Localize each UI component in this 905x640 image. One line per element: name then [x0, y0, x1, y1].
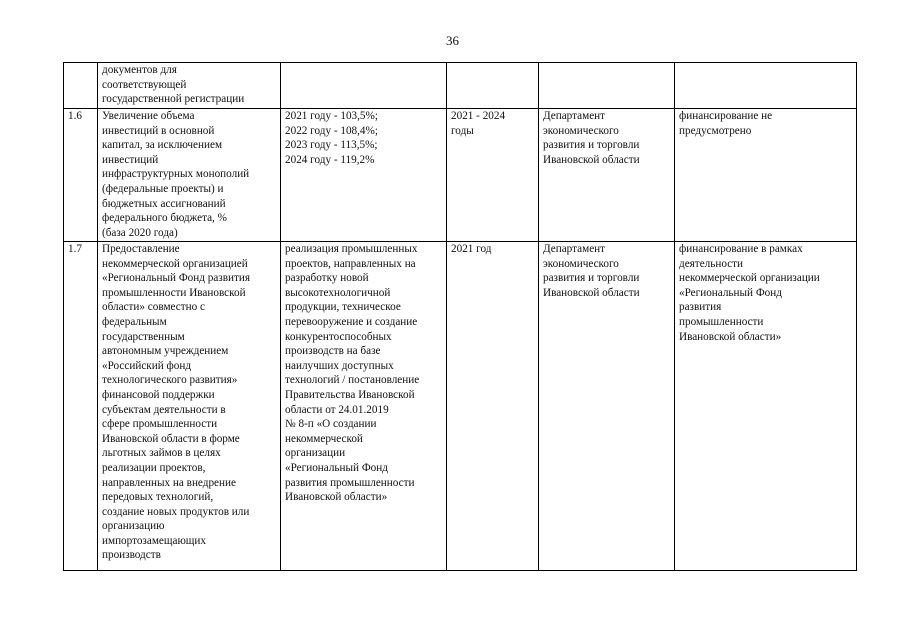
- measures-table: [63, 62, 857, 571]
- measure-name-cell: Увеличение объема инвестиций в основной капитал, за исключением инвестиций инфраструктурных монополий (федеральные проекты) и бюджетных ассигнований федерального бюджета, % (база 2020 года): [98, 109, 281, 242]
- indicator-cell: 2021 году - 103,5%; 2022 году - 108,4%; 2023 году - 113,5%; 2024 году - 119,2%: [281, 109, 447, 242]
- page-number: 36: [446, 33, 459, 48]
- row-number-cell: 1.7: [64, 242, 98, 571]
- financing-cell: финансирование в рамках деятельности некоммерческой организации «Региональный Фонд развития промышленности Ивановской области»: [675, 242, 857, 571]
- financing-cell: финансирование не предусмотрено: [675, 109, 857, 242]
- indicator-cell: реализация промышленных проектов, направленных на разработку новой высокотехнологичной продукции, техническое перевооружение и создание конкурентоспособных производств на базе наилучших доступных технологий / постановление Правительства Ивановской области от 24.01.2019 № 8-п «О создании некоммерческой организации «Региональный Фонд развития промышленности Ивановской области»: [281, 242, 447, 571]
- executor-cell: Департамент экономического развития и торговли Ивановской области: [539, 109, 675, 242]
- period-cell: 2021 год: [447, 242, 539, 571]
- table-row: [64, 109, 857, 242]
- row-number-cell: 1.6: [64, 109, 98, 242]
- executor-cell: Департамент экономического развития и торговли Ивановской области: [539, 242, 675, 571]
- indicator-cell: [281, 63, 447, 109]
- period-cell: 2021 - 2024 годы: [447, 109, 539, 242]
- period-cell: [447, 63, 539, 109]
- row-number-cell: [64, 63, 98, 109]
- measure-name-cell: документов для соответствующей государственной регистрации: [98, 63, 281, 109]
- measure-name-cell: Предоставление некоммерческой организацией «Региональный Фонд развития промышленности Ивановской области» совместно с федеральным государственным автономным учреждением «Российский фонд технологического развития» финансовой поддержки субъектам деятельности в сфере промышленности Ивановской области в форме льготных займов в целях реализации проектов, направленных на внедрение передовых технологий, создание новых продуктов или организацию импортозамещающих производств: [98, 242, 281, 571]
- executor-cell: [539, 63, 675, 109]
- table-row: [64, 63, 857, 109]
- table-row: [64, 242, 857, 571]
- financing-cell: [675, 63, 857, 109]
